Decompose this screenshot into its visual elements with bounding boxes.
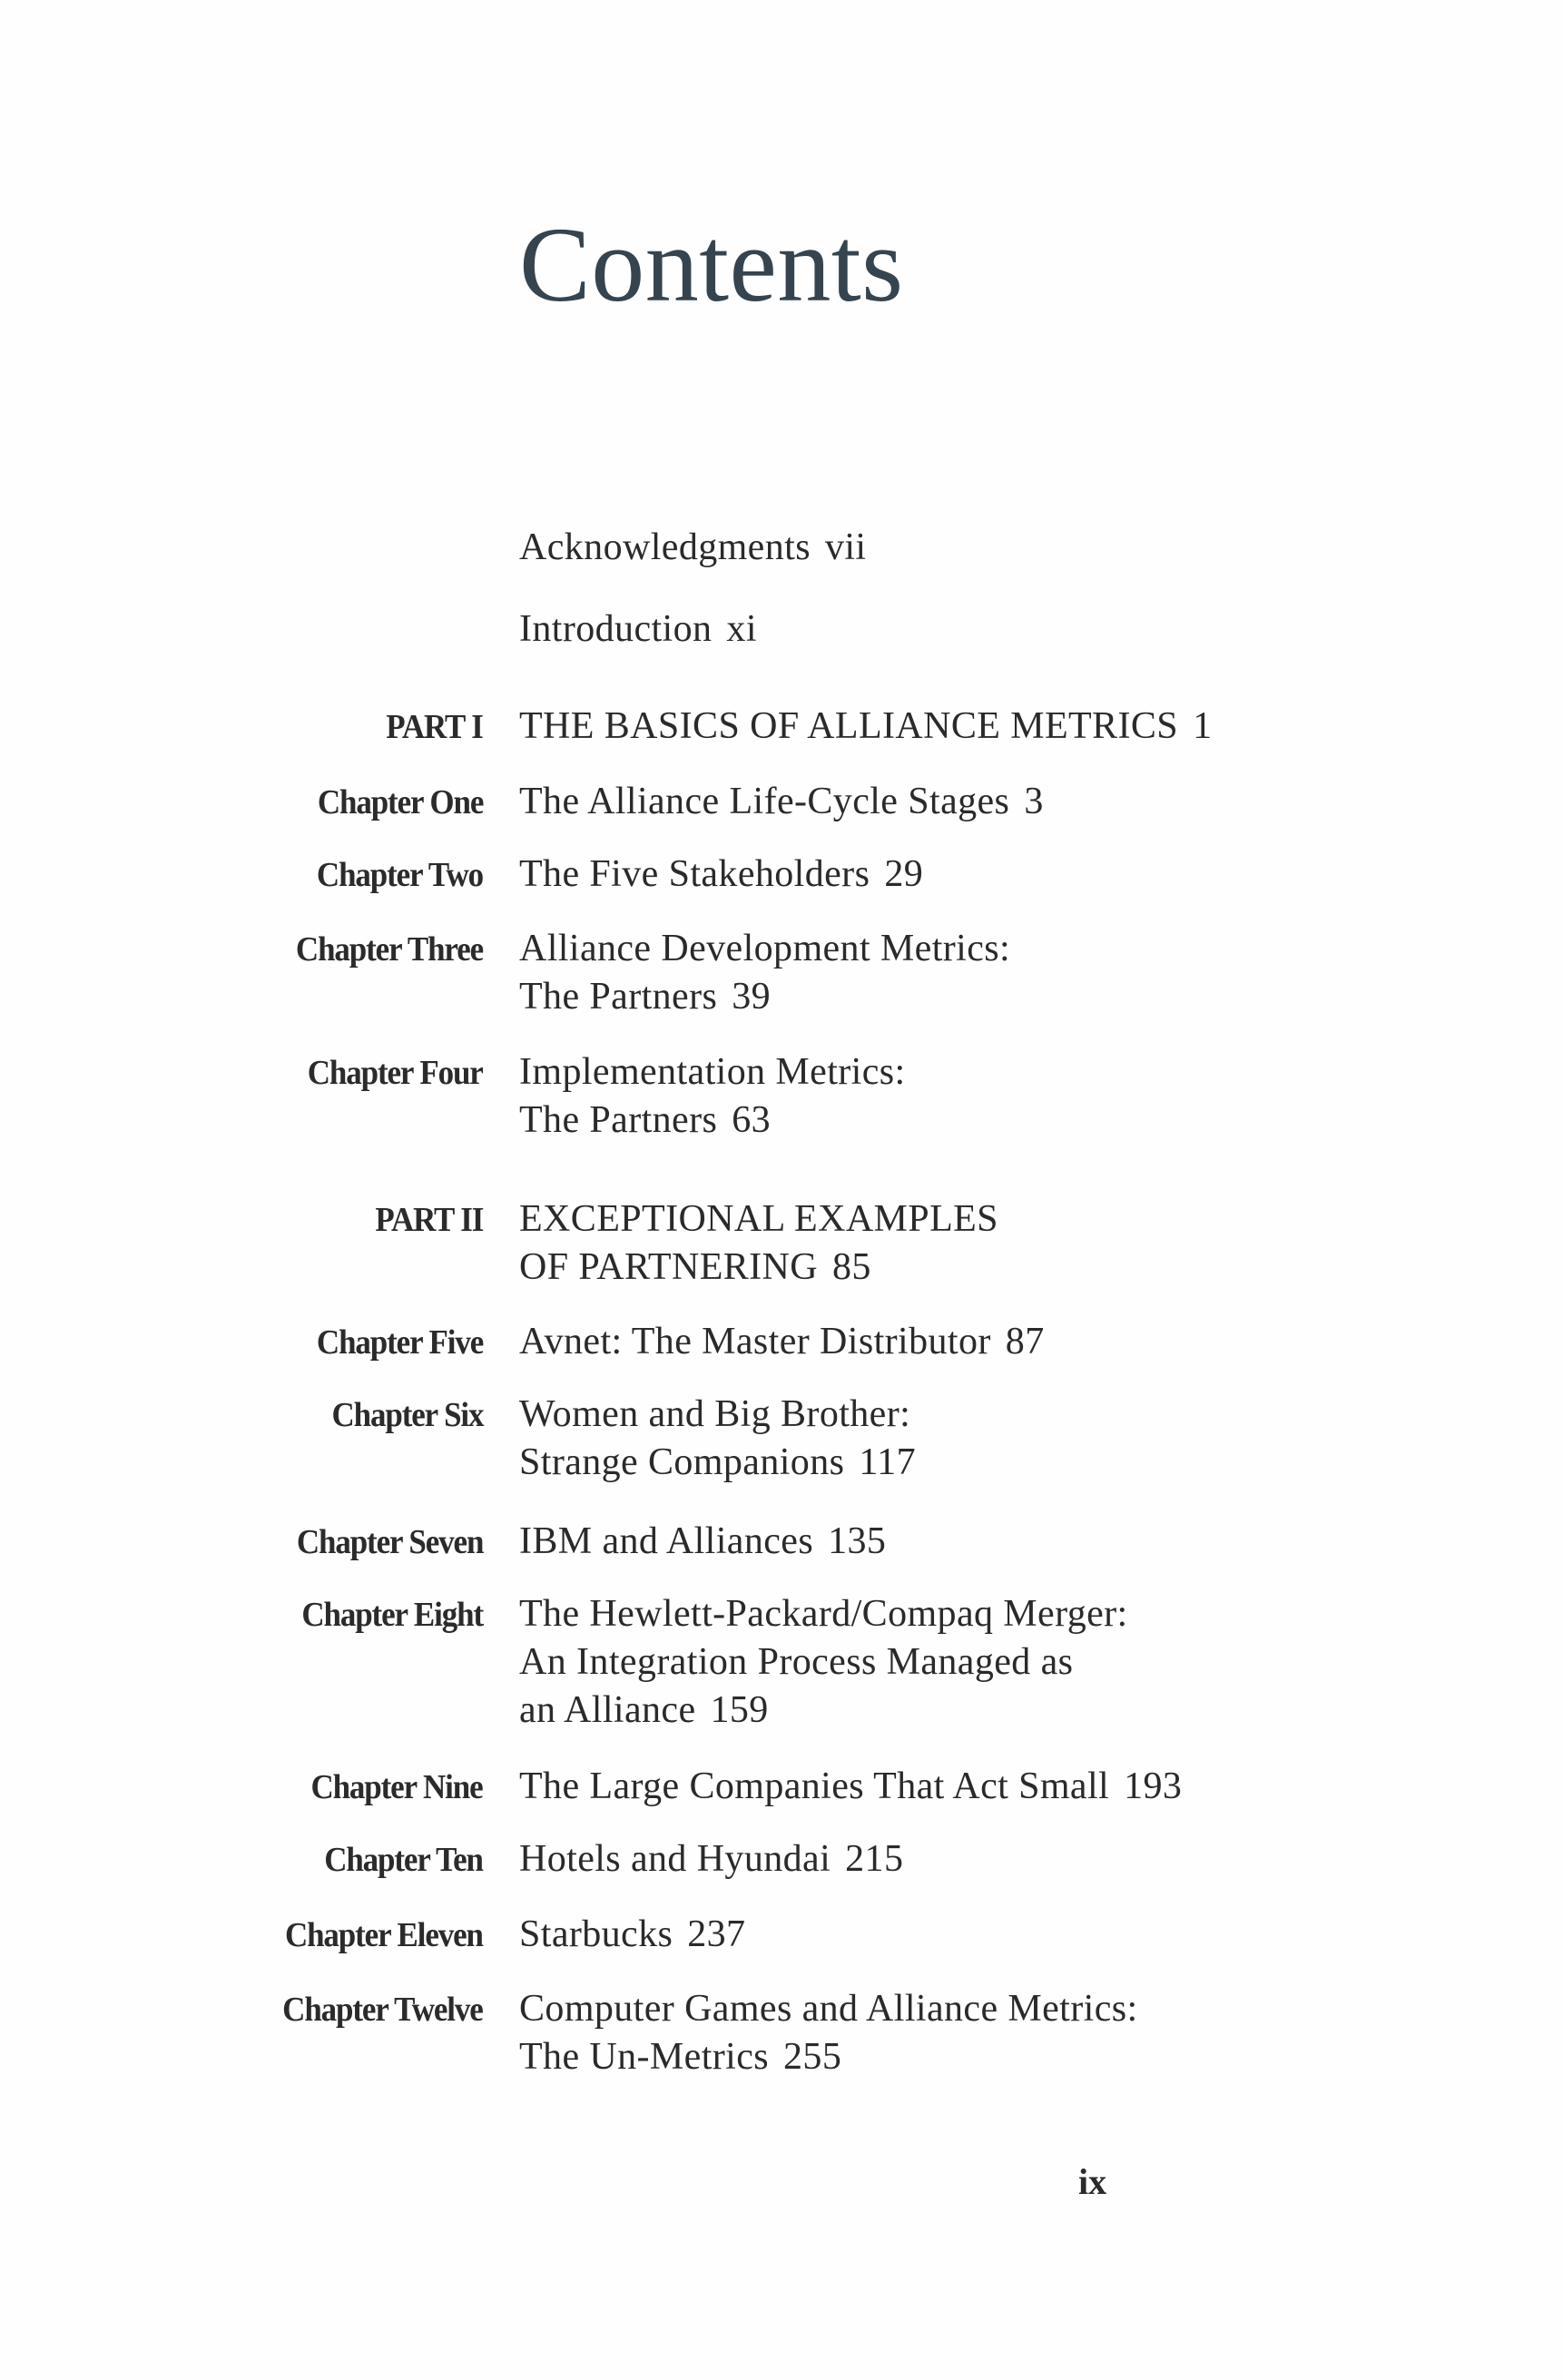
toc-entry-text — [519, 1911, 745, 1959]
page-folio-number: ix — [1078, 2161, 1107, 2202]
toc-entry-title-line-2: OF PARTNERING — [519, 1246, 819, 1288]
toc-entry-title-line-2: The Partners — [519, 976, 718, 1018]
toc-page-number: 3 — [1024, 781, 1044, 822]
toc-entry-title-line-3: an Alliance — [519, 1689, 696, 1731]
toc-chapter-label: Chapter Ten — [324, 1841, 483, 1879]
toc-page-number: 159 — [710, 1689, 769, 1731]
toc-entry-title: The Large Companies That Act Small — [519, 1765, 1110, 1807]
toc-entry-title-line-2: An Integration Process Managed as — [519, 1641, 1074, 1683]
toc-entry-text — [519, 1835, 903, 1883]
toc-entry-text — [519, 1391, 916, 1487]
toc-page-number: 255 — [783, 2036, 842, 2078]
toc-entry-title: Hotels and Hyundai — [519, 1838, 831, 1880]
toc-page-number: 29 — [884, 853, 924, 895]
toc-entry-text — [519, 851, 923, 899]
toc-page-number: 193 — [1124, 1765, 1183, 1807]
toc-chapter-label: Chapter Eight — [301, 1596, 483, 1634]
toc-chapter-label: Chapter Five — [316, 1323, 483, 1362]
toc-chapter-label: Chapter Six — [331, 1396, 483, 1434]
toc-entry-title-line-1: Alliance Development Metrics: — [519, 928, 1011, 969]
toc-chapter-label: Chapter Twelve — [282, 1991, 483, 2029]
toc-entry-title-line-2: The Partners — [519, 1099, 718, 1141]
toc-page-number: 117 — [859, 1441, 916, 1483]
toc-entry-title-line-1: The Hewlett-Packard/Compaq Merger: — [519, 1593, 1128, 1635]
toc-page-number: vii — [824, 526, 867, 568]
toc-entry-text — [519, 778, 1044, 826]
toc-part-label: PART I — [386, 708, 483, 746]
toc-entry-title-line-1: Women and Big Brother: — [519, 1393, 911, 1435]
toc-chapter-label: Chapter Eleven — [285, 1916, 483, 1954]
toc-page-number: 135 — [828, 1520, 887, 1562]
toc-entry-text — [519, 1763, 1182, 1811]
toc-entry-title: The Alliance Life-Cycle Stages — [519, 781, 1010, 822]
toc-chapter-label: Chapter One — [317, 783, 483, 821]
toc-entry-text — [519, 925, 1010, 1021]
toc-entry-title-line-1: Computer Games and Alliance Metrics: — [519, 1988, 1138, 2030]
toc-part-label: PART II — [375, 1201, 483, 1239]
toc-entry-title: THE BASICS OF ALLIANCE METRICS — [519, 705, 1179, 747]
page-title: Contents — [519, 205, 904, 324]
toc-entry-text — [519, 1318, 1045, 1366]
toc-entry-title: The Five Stakeholders — [519, 853, 870, 895]
toc-page-number: 63 — [732, 1099, 772, 1141]
toc-chapter-label: Chapter Three — [295, 930, 483, 969]
toc-entry-text — [519, 605, 757, 654]
toc-entry-text — [519, 1048, 906, 1145]
toc-entry-text — [519, 1518, 886, 1566]
toc-entry-text — [519, 524, 867, 572]
toc-entry-title: Acknowledgments — [519, 526, 811, 568]
toc-chapter-label: Chapter Four — [308, 1054, 483, 1092]
toc-entry-title: Starbucks — [519, 1913, 673, 1955]
toc-entry-title: IBM and Alliances — [519, 1520, 814, 1562]
toc-chapter-label: Chapter Nine — [310, 1768, 483, 1806]
toc-chapter-label: Chapter Seven — [296, 1523, 483, 1561]
toc-entry-text — [519, 1590, 1128, 1735]
toc-page-number: 85 — [832, 1246, 871, 1288]
toc-page-number: 237 — [687, 1913, 746, 1955]
toc-entry-text — [519, 1985, 1138, 2081]
toc-chapter-label: Chapter Two — [316, 856, 483, 894]
toc-entry-title: Avnet: The Master Distributor — [519, 1321, 991, 1362]
toc-page-number: 87 — [1005, 1321, 1045, 1362]
toc-entry-title-line-1: Implementation Metrics: — [519, 1051, 906, 1093]
toc-entry-text — [519, 703, 1212, 751]
toc-entry-title-line-2: The Un-Metrics — [519, 2036, 770, 2078]
toc-page-number: xi — [726, 608, 757, 650]
toc-page-number: 215 — [845, 1838, 904, 1880]
toc-entry-title-line-1: EXCEPTIONAL EXAMPLES — [519, 1198, 998, 1240]
toc-entry-title-line-2: Strange Companions — [519, 1441, 845, 1483]
toc-page-number: 39 — [732, 976, 772, 1018]
toc-page-number: 1 — [1193, 705, 1213, 747]
toc-entry-title: Introduction — [519, 608, 713, 650]
toc-entry-text — [519, 1195, 998, 1292]
